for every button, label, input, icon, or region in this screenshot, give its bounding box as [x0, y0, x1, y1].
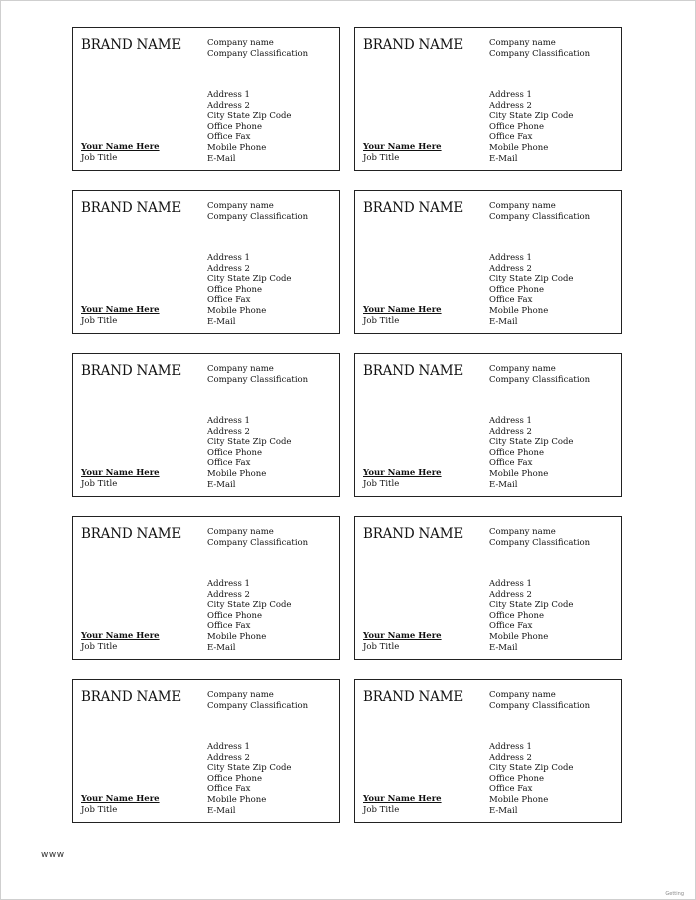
address-line: Mobile Phone	[207, 468, 267, 479]
address-line: Office Phone	[207, 773, 263, 784]
address-line: Address 2	[207, 100, 250, 111]
business-card	[72, 516, 340, 660]
company-block	[489, 690, 590, 712]
address-line: Mobile Phone	[207, 142, 267, 153]
person-name: Your Name Here	[363, 142, 442, 152]
job-title: Job Title	[363, 479, 400, 489]
address-line: Address 2	[207, 426, 250, 437]
company-name: Company name	[489, 690, 556, 700]
person-name: Your Name Here	[363, 794, 442, 804]
address-block	[207, 416, 291, 490]
company-classification: Company Classification	[207, 538, 309, 548]
person-block	[81, 631, 160, 653]
address-block	[207, 742, 291, 816]
address-line: City State Zip Code	[489, 437, 574, 448]
brand-name: BRAND NAME	[363, 363, 464, 379]
address-line: Address 2	[489, 752, 532, 763]
person-block	[363, 305, 442, 327]
person-name: Your Name Here	[363, 631, 442, 641]
company-name: Company name	[207, 690, 274, 700]
company-name: Company name	[489, 527, 556, 537]
person-block	[363, 631, 442, 653]
company-name: Company name	[207, 201, 274, 211]
address-block	[207, 579, 291, 653]
address-line: Office Phone	[207, 121, 263, 132]
company-block	[489, 527, 590, 549]
address-line: Office Fax	[489, 295, 533, 306]
brand-name: BRAND NAME	[363, 200, 464, 216]
address-line: Address 2	[489, 263, 532, 274]
company-classification: Company Classification	[489, 375, 591, 385]
footer-text: www	[41, 850, 65, 860]
company-classification: Company Classification	[207, 375, 309, 385]
company-classification: Company Classification	[207, 701, 309, 711]
address-block	[489, 579, 573, 653]
job-title: Job Title	[363, 805, 400, 815]
job-title: Job Title	[81, 805, 118, 815]
address-line: E-Mail	[489, 316, 518, 327]
address-line: Address 2	[489, 426, 532, 437]
business-card	[72, 679, 340, 823]
address-line: Mobile Phone	[489, 142, 549, 153]
person-block	[363, 142, 442, 164]
company-classification: Company Classification	[489, 701, 591, 711]
address-line: Address 1	[207, 579, 250, 589]
business-card	[354, 516, 622, 660]
address-line: Office Fax	[207, 132, 251, 143]
address-line: Mobile Phone	[489, 631, 549, 642]
person-name: Your Name Here	[81, 468, 160, 478]
business-card	[354, 679, 622, 823]
brand-name: BRAND NAME	[81, 363, 182, 379]
business-card	[72, 353, 340, 497]
person-block	[363, 468, 442, 490]
business-card	[354, 353, 622, 497]
person-name: Your Name Here	[81, 305, 160, 315]
address-line: Address 1	[489, 90, 532, 100]
address-line: E-Mail	[207, 805, 236, 816]
address-line: E-Mail	[489, 805, 518, 816]
job-title: Job Title	[81, 642, 118, 652]
address-line: Office Fax	[489, 784, 533, 795]
address-line: Mobile Phone	[207, 305, 267, 316]
address-line: Address 1	[207, 742, 250, 752]
address-line: Office Phone	[207, 284, 263, 295]
address-line: City State Zip Code	[207, 274, 292, 285]
watermark: Getting	[665, 891, 684, 897]
person-block	[81, 142, 160, 164]
company-block	[207, 690, 308, 712]
company-block	[489, 38, 590, 60]
brand-name: BRAND NAME	[363, 689, 464, 705]
address-block	[207, 90, 291, 164]
job-title: Job Title	[81, 316, 118, 326]
address-line: E-Mail	[207, 642, 236, 653]
address-line: Office Phone	[489, 447, 545, 458]
address-line: City State Zip Code	[489, 763, 574, 774]
company-classification: Company Classification	[489, 538, 591, 548]
address-line: E-Mail	[489, 153, 518, 164]
address-line: Office Phone	[489, 773, 545, 784]
company-name: Company name	[489, 38, 556, 48]
address-line: Office Fax	[207, 295, 251, 306]
address-block	[489, 90, 573, 164]
person-block	[81, 468, 160, 490]
person-name: Your Name Here	[81, 631, 160, 641]
business-card	[354, 27, 622, 171]
address-line: City State Zip Code	[207, 763, 292, 774]
company-block	[207, 201, 308, 223]
address-line: Address 1	[489, 742, 532, 752]
address-line: Office Fax	[489, 621, 533, 632]
job-title: Job Title	[81, 479, 118, 489]
address-line: E-Mail	[207, 153, 236, 164]
address-line: Address 2	[489, 100, 532, 111]
job-title: Job Title	[363, 642, 400, 652]
address-line: Office Fax	[207, 621, 251, 632]
address-line: Office Fax	[489, 458, 533, 469]
address-line: Address 1	[207, 90, 250, 100]
job-title: Job Title	[363, 153, 400, 163]
address-line: E-Mail	[207, 316, 236, 327]
address-block	[489, 742, 573, 816]
company-block	[489, 364, 590, 386]
address-line: City State Zip Code	[489, 111, 574, 122]
job-title: Job Title	[363, 316, 400, 326]
address-line: E-Mail	[489, 479, 518, 490]
address-line: Office Phone	[207, 610, 263, 621]
address-line: City State Zip Code	[207, 437, 292, 448]
company-block	[207, 364, 308, 386]
person-name: Your Name Here	[363, 305, 442, 315]
address-block	[489, 253, 573, 327]
company-block	[207, 38, 308, 60]
person-block	[363, 794, 442, 816]
person-name: Your Name Here	[363, 468, 442, 478]
address-line: Office Fax	[207, 784, 251, 795]
address-line: City State Zip Code	[489, 274, 574, 285]
company-block	[207, 527, 308, 549]
address-line: Address 2	[207, 589, 250, 600]
address-line: Office Phone	[489, 284, 545, 295]
address-line: Office Fax	[489, 132, 533, 143]
address-block	[489, 416, 573, 490]
company-name: Company name	[207, 527, 274, 537]
brand-name: BRAND NAME	[81, 37, 182, 53]
address-line: Office Phone	[207, 447, 263, 458]
brand-name: BRAND NAME	[363, 526, 464, 542]
person-block	[81, 794, 160, 816]
company-classification: Company Classification	[489, 212, 591, 222]
address-line: Address 1	[489, 579, 532, 589]
company-name: Company name	[207, 364, 274, 374]
address-line: Mobile Phone	[207, 631, 267, 642]
company-name: Company name	[207, 38, 274, 48]
address-line: City State Zip Code	[489, 600, 574, 611]
company-name: Company name	[489, 201, 556, 211]
address-line: City State Zip Code	[207, 111, 292, 122]
address-line: Address 2	[207, 752, 250, 763]
business-card	[72, 27, 340, 171]
person-name: Your Name Here	[81, 794, 160, 804]
address-line: City State Zip Code	[207, 600, 292, 611]
company-classification: Company Classification	[207, 49, 309, 59]
company-classification: Company Classification	[207, 212, 309, 222]
company-name: Company name	[489, 364, 556, 374]
job-title: Job Title	[81, 153, 118, 163]
address-line: Address 2	[207, 263, 250, 274]
person-name: Your Name Here	[81, 142, 160, 152]
address-line: Address 1	[207, 253, 250, 263]
address-line: Office Fax	[207, 458, 251, 469]
person-block	[81, 305, 160, 327]
address-line: E-Mail	[207, 479, 236, 490]
address-line: Address 1	[207, 416, 250, 426]
business-card	[72, 190, 340, 334]
address-line: Office Phone	[489, 121, 545, 132]
address-line: Mobile Phone	[489, 794, 549, 805]
brand-name: BRAND NAME	[81, 689, 182, 705]
address-line: Mobile Phone	[489, 305, 549, 316]
company-block	[489, 201, 590, 223]
brand-name: BRAND NAME	[363, 37, 464, 53]
address-line: Mobile Phone	[207, 794, 267, 805]
address-line: Office Phone	[489, 610, 545, 621]
brand-name: BRAND NAME	[81, 200, 182, 216]
address-line: Address 1	[489, 253, 532, 263]
brand-name: BRAND NAME	[81, 526, 182, 542]
company-classification: Company Classification	[489, 49, 591, 59]
business-card	[354, 190, 622, 334]
address-line: Mobile Phone	[489, 468, 549, 479]
address-line: E-Mail	[489, 642, 518, 653]
address-block	[207, 253, 291, 327]
address-line: Address 2	[489, 589, 532, 600]
address-line: Address 1	[489, 416, 532, 426]
